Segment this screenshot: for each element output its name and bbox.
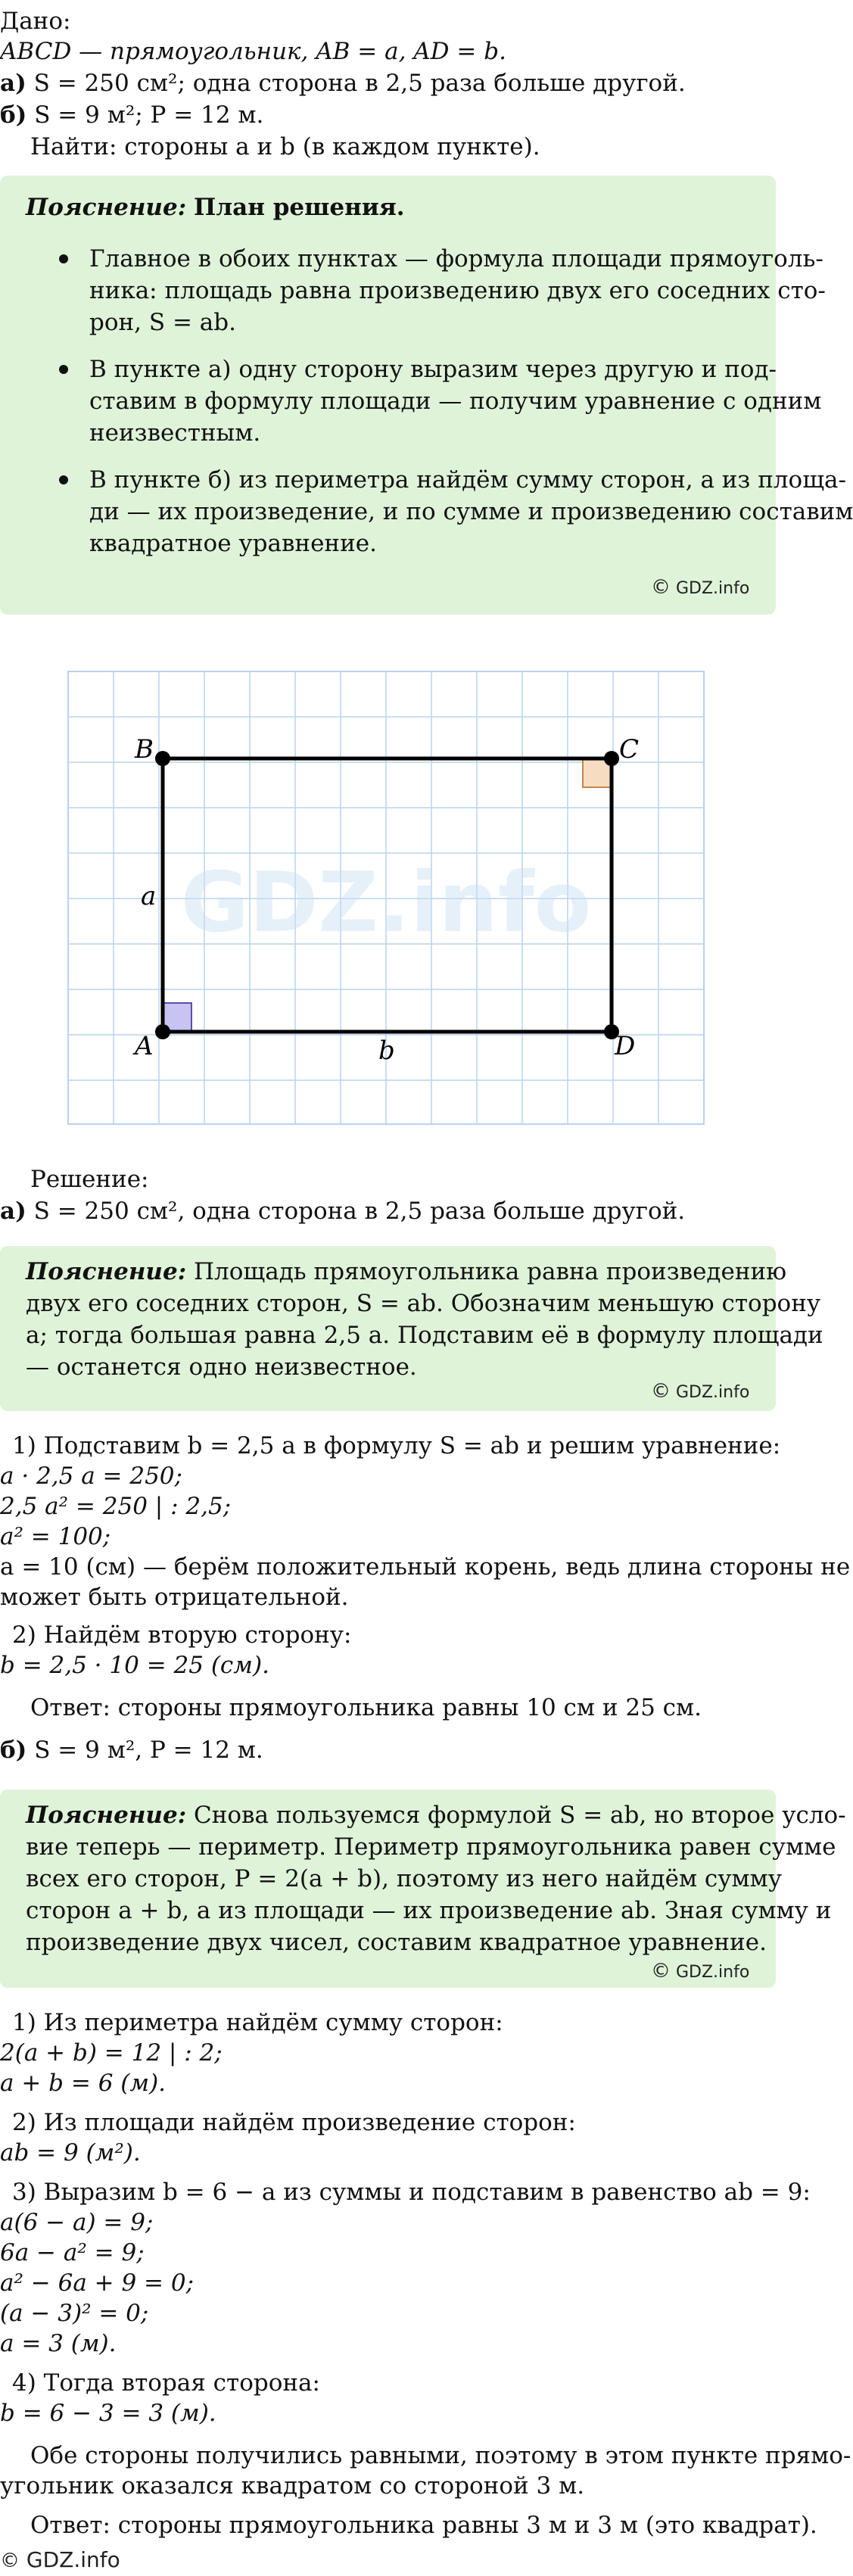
rectangle-figure — [0, 662, 776, 1132]
expl-b-credit — [651, 1956, 749, 1988]
steps-a-e6: b = 2,5 · 10 = 25 (см). — [0, 1652, 269, 1679]
label-A: A — [135, 1031, 154, 1061]
plan-b1-l2: ника: площадь равна произведению двух его соседних сто- — [89, 277, 826, 304]
explanation-b-box — [0, 1789, 846, 1988]
label-B: B — [135, 734, 154, 765]
steps-b-s4: 4) Тогда вторая сторона: — [12, 2369, 320, 2397]
label-side-a: a — [141, 881, 157, 911]
plan-heading — [26, 192, 405, 223]
label-D: D — [615, 1031, 636, 1061]
expl-b-l3: всех его сторон, P = 2(a + b), поэтому из него найдём сумму — [26, 1865, 782, 1892]
plan-credit — [651, 572, 749, 604]
steps-b-e2: a + b = 6 (м). — [0, 2070, 167, 2097]
expl-b-l1-text: Снова пользуемся формулой S = ab, но второе усло- — [194, 1802, 846, 1829]
answer-a: Ответ: стороны прямоугольника равны 10 см и 25 см. — [30, 1694, 702, 1721]
copyright-icon: © — [651, 1380, 671, 1403]
plan-b3-l3: квадратное уравнение. — [89, 530, 377, 557]
plan-head-label: Пояснение: — [26, 194, 187, 221]
steps-b-e4: a(6 − a) = 9; — [0, 2209, 154, 2236]
solution-a-label: а) — [0, 1198, 26, 1225]
vertex-B-point — [155, 751, 170, 766]
given-item-a-label: а) — [0, 70, 26, 97]
plan-credit-text: GDZ.info — [676, 579, 750, 598]
steps-b-e5: 6a − a² = 9; — [0, 2239, 145, 2266]
steps-b-e7: (a − 3)² = 0; — [0, 2300, 149, 2327]
steps-b-e8: a = 3 (м). — [0, 2330, 117, 2357]
given-item-b — [0, 100, 263, 130]
steps-a-e1: a · 2,5 a = 250; — [0, 1462, 182, 1490]
label-side-b: b — [378, 1036, 395, 1066]
footer-credit — [0, 2545, 120, 2576]
expl-a-l1 — [26, 1257, 786, 1287]
plan-b1-l3: рон, S = ab. — [89, 309, 236, 336]
plan-b1-l1: Главное в обоих пунктах — формула площади прямоуголь- — [89, 245, 823, 273]
bullet-dot-1 — [59, 254, 68, 263]
explanation-a-box — [0, 1246, 823, 1411]
steps-a-e4: a = 10 (см) — берём положительный корень, ведь длина стороны не — [0, 1553, 851, 1581]
expl-a-l2: двух его соседних сторон, S = ab. Обозначим меньшую сторону — [26, 1290, 821, 1317]
expl-b-l4: сторон a + b, а из площади — их произведение ab. Зная сумму и — [26, 1897, 832, 1924]
steps-a-s1: 1) Подставим b = 2,5 a в формулу S = ab и решим уравнение: — [12, 1432, 781, 1459]
given-line1: ABCD — прямоугольник, AB = a, AD = b. — [0, 38, 506, 65]
steps-a-e5: может быть отрицательной. — [0, 1584, 349, 1611]
solution-a — [0, 1196, 685, 1226]
expl-b-l5: произведение двух чисел, составим квадратное уравнение. — [26, 1929, 767, 1956]
plan-head-rest: План решения. — [194, 194, 405, 221]
plan-b2-l3: неизвестным. — [89, 419, 261, 447]
solution-a-text: S = 250 см², одна сторона в 2,5 раза больше другой. — [33, 1198, 686, 1225]
steps-b-s3: 3) Выразим b = 6 − a из суммы и подставим в равенство ab = 9: — [12, 2179, 811, 2206]
find-line: Найти: стороны a и b (в каждом пункте). — [30, 133, 540, 160]
given-item-a — [0, 68, 686, 98]
steps-a-e2: 2,5 a² = 250 | : 2,5; — [0, 1493, 232, 1520]
steps-b-s1: 1) Из периметра найдём сумму сторон: — [12, 2009, 503, 2036]
expl-a-l3: a; тогда большая равна 2,5 a. Подставим её в формулу площади — [26, 1322, 823, 1349]
expl-a-credit — [651, 1376, 749, 1408]
given-item-a-text: S = 250 см²; одна сторона в 2,5 раза больше другой. — [33, 70, 686, 97]
expl-b-credit-text: GDZ.info — [676, 1963, 750, 1982]
steps-b-e6: a² − 6a + 9 = 0; — [0, 2269, 195, 2297]
solution-title: Решение: — [30, 1166, 149, 1193]
plan-b2-l1: В пункте а) одну сторону выразим через другую и под- — [89, 356, 777, 383]
steps-b-e3: ab = 9 (м²). — [0, 2139, 141, 2166]
plan-b2-l2: ставим в формулу площади — получим уравнение с одним — [89, 388, 822, 415]
steps-b-e1: 2(a + b) = 12 | : 2; — [0, 2039, 223, 2067]
part-b-label: б) — [0, 1737, 27, 1764]
steps-b-e9: b = 6 − 3 = 3 (м). — [0, 2400, 216, 2427]
expl-a-l4: — останется одно неизвестное. — [26, 1353, 417, 1381]
steps-b-note2: угольник оказался квадратом со стороной 3 м. — [0, 2472, 585, 2500]
expl-a-credit-text: GDZ.info — [676, 1383, 750, 1402]
copyright-icon: © — [0, 2550, 20, 2572]
given-item-b-label: б) — [0, 101, 27, 129]
answer-b: Ответ: стороны прямоугольника равны 3 м и 3 м (это квадрат). — [30, 2512, 817, 2539]
plan-b3-l1: В пункте б) из периметра найдём сумму сторон, а из площа- — [89, 466, 846, 494]
steps-a-e3: a² = 100; — [0, 1523, 111, 1550]
given-item-b-text: S = 9 м²; P = 12 м. — [34, 101, 264, 129]
label-C: C — [619, 734, 640, 765]
steps-b-note1: Обе стороны получились равными, поэтому в этом пункте прямо- — [30, 2442, 851, 2469]
given-title: Дано: — [0, 8, 71, 35]
expl-b-l1 — [26, 1800, 846, 1830]
plan-box — [0, 176, 853, 615]
expl-a-head: Пояснение: — [26, 1258, 187, 1285]
vertex-C-point — [604, 751, 619, 766]
copyright-icon: © — [651, 576, 671, 599]
expl-b-head: Пояснение: — [26, 1802, 187, 1829]
part-b — [0, 1735, 263, 1765]
part-b-text: S = 9 м², P = 12 м. — [34, 1737, 263, 1764]
watermark: GDZ.info — [180, 854, 592, 951]
bullet-dot-2 — [59, 365, 68, 374]
vertex-A-point — [155, 1024, 170, 1039]
expl-a-l1-text: Площадь прямоугольника равна произведению — [194, 1258, 787, 1285]
bullet-dot-3 — [59, 475, 68, 484]
footer-credit-text: GDZ.info — [26, 2547, 120, 2572]
steps-a-s2: 2) Найдём вторую сторону: — [12, 1621, 352, 1649]
expl-b-l2: вие теперь — периметр. Периметр прямоугольника равен сумме — [26, 1833, 836, 1861]
copyright-icon: © — [651, 1960, 671, 1983]
plan-b3-l2: ди — их произведение, и по сумме и произведению составим — [89, 498, 853, 525]
steps-b-s2: 2) Из площади найдём произведение сторон: — [12, 2109, 576, 2136]
